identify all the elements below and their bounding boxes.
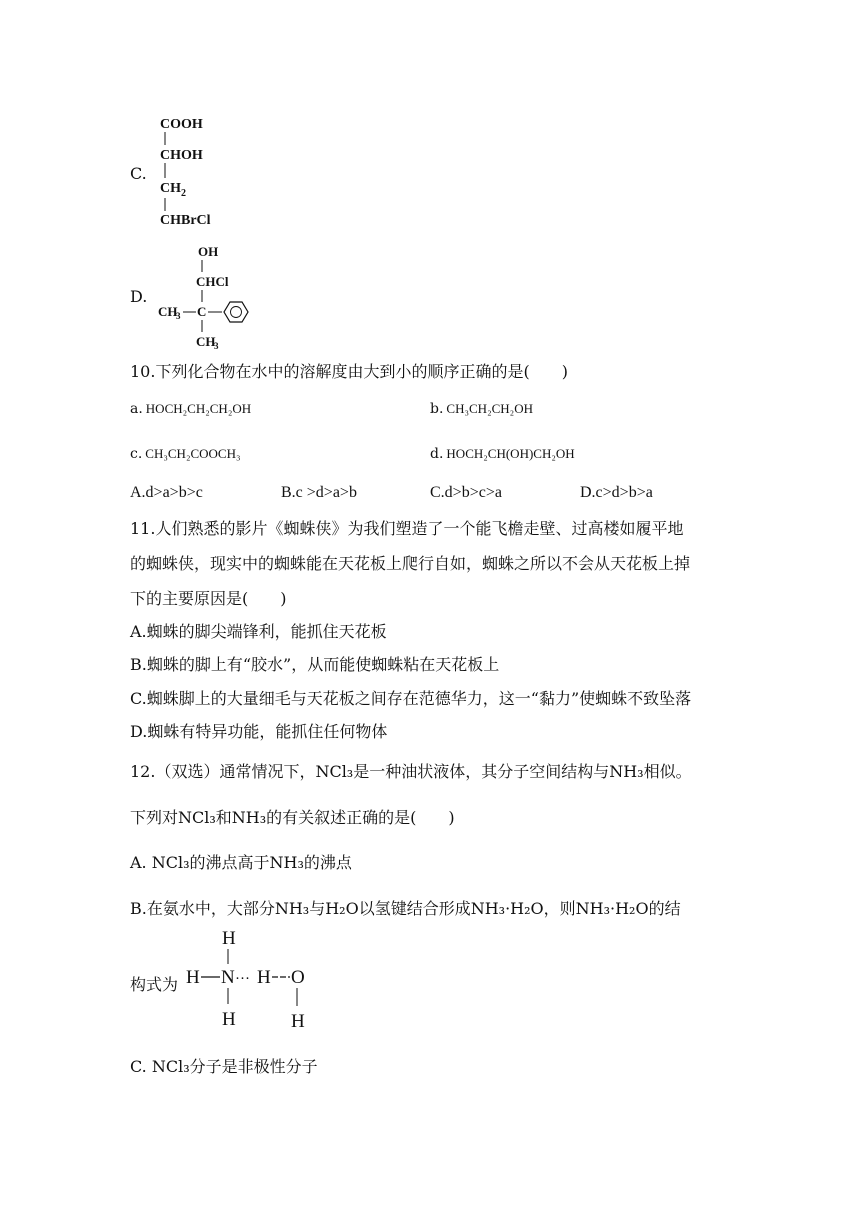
q10-item-b-label: b. [430,401,444,417]
struct-h-top: H [222,928,236,949]
benzene-ring-icon [224,302,248,322]
q11-stem-line-3: 下的主要原因是( ) [130,589,287,608]
struct-c-sub: 2 [181,188,186,199]
struct-d-c: C [197,304,207,319]
q10-item-c-label: c. [130,446,143,462]
q12-option-c: C. NCl₃分子是非极性分子 [130,1057,318,1076]
q10-item-d-formula: HOCH₂CH(OH)CH₂OH [446,446,575,461]
option-d-label: D. [130,287,148,306]
q11-stem-line-1: 11.人们熟悉的影片《蜘蛛侠》为我们塑造了一个能飞檐走壁、过高楼如履平地 [130,519,684,538]
struct-d-sub-2: 3 [214,341,219,351]
struct-n: N [221,967,235,988]
option-d-structure [150,240,270,352]
q10-item-d-label: d. [430,446,444,462]
struct-o: O [291,967,305,988]
q10-choice-d: D.c>d>b>a [580,484,653,501]
struct-h-bottom-n: H [222,1009,236,1030]
struct-d-ch3-left: CH [158,304,178,319]
q12-option-b: B.在氨水中，大部分NH₃与H₂O以氢键结合形成NH₃·H₂O，则NH₃·H₂O的结 [130,899,681,918]
q12-stem-line-1: 12.（双选）通常情况下，NCl₃是一种油状液体，其分子空间结构与NH₃相似。 [130,762,692,781]
q10-item-c-formula: CH₃CH₂COOCH₃ [145,446,241,461]
struct-hbond-dots: ··· [235,971,250,987]
q10-item-b [430,401,533,417]
nh3-h2o-structure [184,924,334,1034]
q12-option-b-continued: 构式为 [130,975,179,994]
q11-option-c: C.蜘蛛脚上的大量细毛与天花板之间存在范德华力，这一“黏力”使蜘蛛不致坠落 [130,689,692,708]
struct-d-ch3-bottom: CH [196,334,216,349]
q10-choice-a: A.d>a>b>c [130,484,203,501]
option-c-label: C. [130,164,147,183]
struct-h-bottom-o: H [291,1011,305,1032]
q11-option-b: B.蜘蛛的脚上有“胶水”，从而能使蜘蛛粘在天花板上 [130,655,500,674]
struct-h-mid: H [257,967,271,988]
q10-item-a-label: a. [130,401,143,417]
q10-item-d [430,446,575,462]
q10-choice-c: C.d>b>c>a [430,484,502,501]
option-c-structure [150,112,260,232]
q11-stem-line-2: 的蜘蛛侠，现实中的蜘蛛能在天花板上爬行自如，蜘蛛之所以不会从天花板上掉 [130,554,691,573]
struct-d-sub-1: 3 [176,311,181,321]
q12-stem-line-2: 下列对NCl₃和NH₃的有关叙述正确的是( ) [130,808,455,827]
struct-c-line-4: CHBrCl [160,213,211,228]
struct-h-left: H [186,967,200,988]
struct-c-line-2: CHOH [160,148,203,163]
q10-stem: 10.下列化合物在水中的溶解度由大到小的顺序正确的是( ) [130,362,568,381]
struct-d-oh: OH [198,244,219,259]
struct-d-chcl: CHCl [196,274,229,289]
q10-item-a [130,401,251,417]
q10-item-a-formula: HOCH₂CH₂CH₂OH [145,401,252,416]
q11-option-a: A.蜘蛛的脚尖端锋利，能抓住天花板 [130,622,387,641]
q12-option-a: A. NCl₃的沸点高于NH₃的沸点 [130,853,352,872]
q10-item-c [130,446,241,462]
struct-c-line-1: COOH [160,117,203,132]
struct-c-line-3: CH [160,181,181,196]
q11-option-d: D.蜘蛛有特异功能，能抓住任何物体 [130,722,388,741]
q10-item-b-formula: CH₃CH₂CH₂OH [446,401,533,416]
q10-choice-b: B.c >d>a>b [281,484,357,501]
